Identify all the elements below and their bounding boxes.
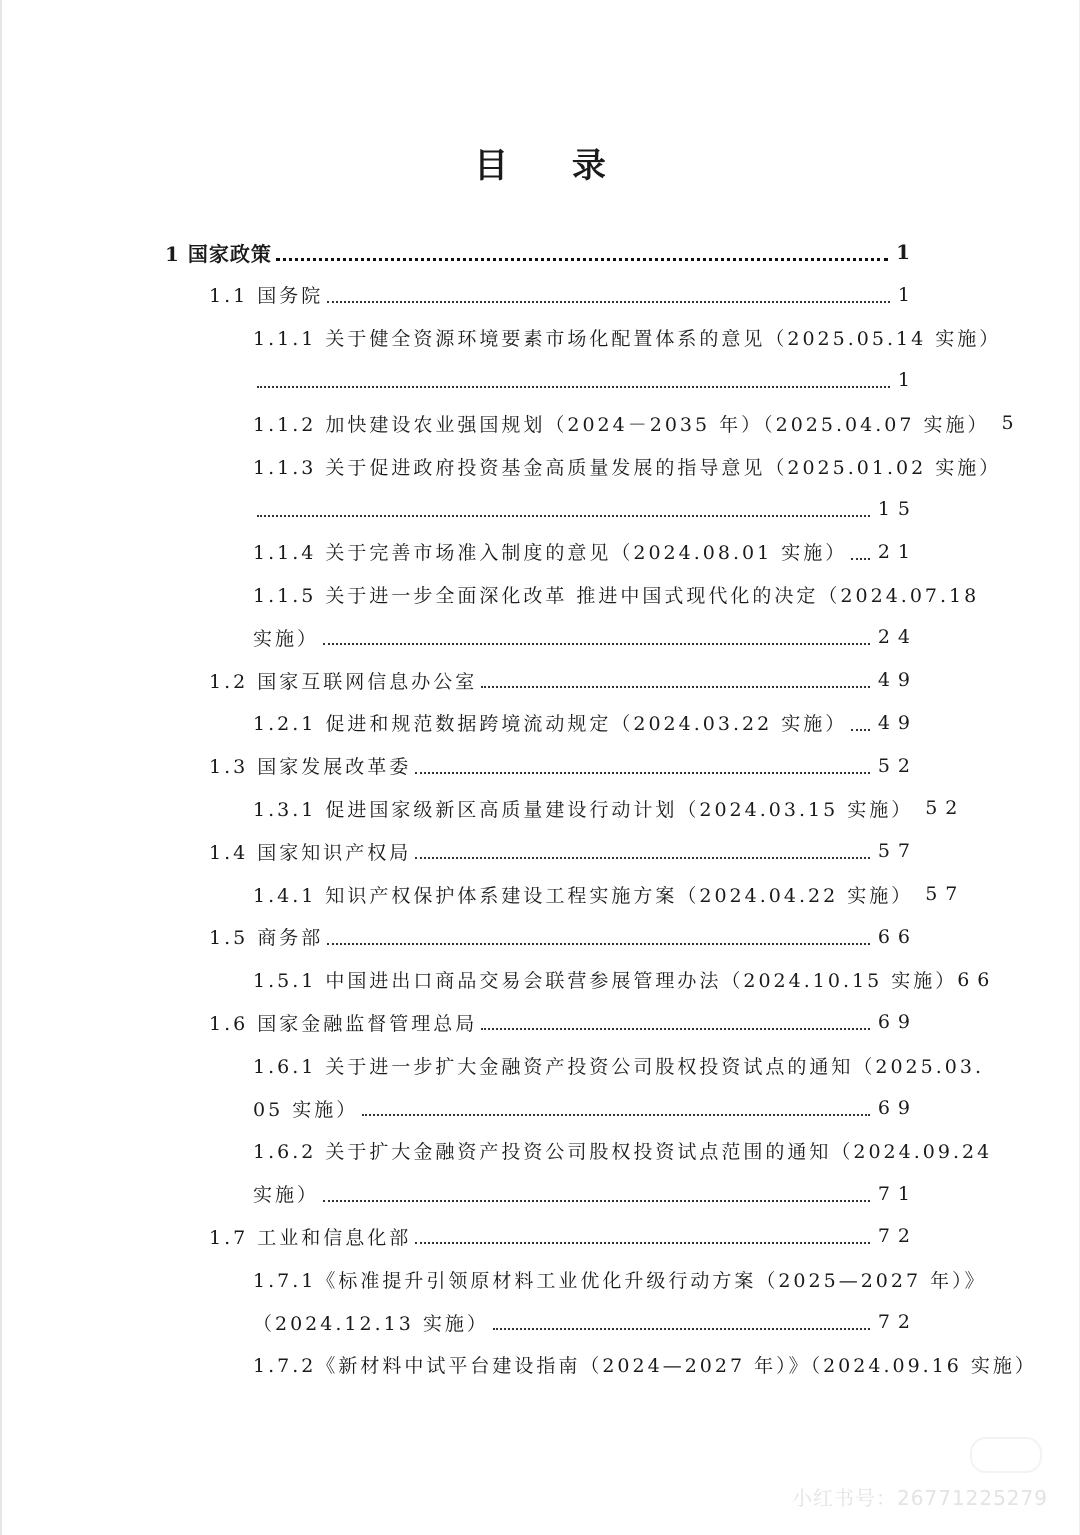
- toc-entry-text: 1.3 国家发展改革委: [209, 756, 412, 779]
- toc-subsection: [253, 1174, 918, 1214]
- toc-page-number: 24: [877, 626, 918, 649]
- dot-leader: [257, 386, 890, 388]
- dot-leader: [327, 943, 870, 945]
- toc-page-number: 71: [877, 1182, 918, 1205]
- dot-leader: [257, 515, 870, 517]
- toc-entry-text: 实施）: [253, 627, 320, 650]
- dot-leader: [481, 686, 870, 688]
- toc-subsection: [253, 360, 918, 400]
- dot-leader: [327, 301, 890, 303]
- toc-section: [209, 917, 918, 957]
- dot-leader: [851, 729, 870, 731]
- toc-entry-text: 1.3.1 促进国家级新区高质量建设行动计划（2024.03.15 实施）: [253, 798, 914, 821]
- toc-subsection: [253, 574, 980, 614]
- toc-subsection: [253, 403, 1022, 443]
- toc-entry-text: 1.6.1 关于进一步扩大金融资产投资公司股权投资试点的通知（2025.03.: [253, 1055, 984, 1078]
- toc-entry-text: 1.4 国家知识产权局: [209, 841, 412, 864]
- toc-entry-text: 1.1.1 关于健全资源环境要素市场化配置体系的意见（2025.05.14 实施）: [253, 328, 1002, 351]
- dot-leader: [415, 772, 870, 774]
- toc-entry-text: 1.4.1 知识产权保护体系建设工程实施方案（2024.04.22 实施）: [253, 884, 914, 907]
- toc-section: [209, 1002, 918, 1042]
- toc-subsection: [253, 1088, 918, 1128]
- toc-subsection: [253, 1259, 987, 1299]
- toc-entry-text: 实施）: [253, 1184, 320, 1207]
- toc-section: [209, 746, 918, 786]
- toc-section: [209, 1216, 918, 1256]
- toc-entry-text: 1.6.2 关于扩大金融资产投资公司股权投资试点范围的通知（2024.09.24: [253, 1141, 993, 1164]
- toc-page-number: 57: [877, 840, 918, 863]
- toc-page-number: 66: [877, 925, 918, 948]
- toc-entry-text: 1.7.2《新材料中试平台建设指南（2024—2027 年）》（2024.09.16 实施）: [253, 1355, 1037, 1378]
- toc-entry-text: 1.2 国家互联网信息办公室: [209, 670, 478, 693]
- toc-page-number: 66: [957, 968, 998, 991]
- dot-leader: [415, 1242, 870, 1244]
- dot-leader: [323, 1200, 870, 1202]
- toc-page-number: 5: [1001, 412, 1022, 435]
- toc-entry-text: 1.1.2 加快建设农业强国规划（2024－2035 年）（2025.04.07 实施）: [253, 413, 990, 436]
- toc-page-number: 1: [897, 283, 918, 306]
- toc-subsection: [253, 318, 1002, 358]
- dot-leader: [362, 1114, 870, 1116]
- toc-page-number: 52: [877, 754, 918, 777]
- toc-entry-text: 1.2.1 促进和规范数据跨境流动规定（2024.03.22 实施）: [253, 713, 848, 736]
- toc-entry-text: 1.7 工业和信息化部: [209, 1226, 412, 1249]
- dot-leader: [276, 258, 888, 261]
- toc-section: [209, 660, 918, 700]
- toc-entry-text: 1.1.5 关于进一步全面深化改革 推进中国式现代化的决定（2024.07.18: [253, 584, 980, 607]
- watermark-text: 小红书号：26771225279: [792, 1486, 1048, 1510]
- toc-chapter: [165, 232, 918, 272]
- toc-page-number: 69: [877, 1097, 918, 1119]
- toc-subsection: [253, 1345, 1037, 1385]
- toc-page-number: 72: [877, 1311, 918, 1333]
- toc-entry-text: 1.1.4 关于完善市场准入制度的意见（2024.08.01 实施）: [253, 542, 848, 565]
- dot-leader: [323, 643, 870, 645]
- toc-subsection: [253, 960, 998, 1000]
- toc-entry-text: 1 国家政策: [165, 241, 272, 266]
- toc-subsection: [253, 446, 1002, 486]
- toc-page-number: 57: [925, 883, 966, 905]
- toc-page-number: 69: [877, 1011, 918, 1034]
- toc-page-number: 49: [877, 669, 918, 691]
- toc-subsection: [253, 874, 966, 914]
- toc-subsection: [253, 1302, 918, 1342]
- toc-subsection: [253, 617, 918, 657]
- toc-subsection: [253, 532, 918, 572]
- toc-subsection: [253, 703, 918, 743]
- toc-entry-text: 1.1.3 关于促进政府投资基金高质量发展的指导意见（2025.01.02 实施）: [253, 456, 1002, 479]
- toc-entry-text: 1.5 商务部: [209, 927, 324, 950]
- page-title: 目 录: [474, 146, 632, 186]
- toc-section: [209, 275, 918, 315]
- toc-subsection: [253, 1045, 984, 1085]
- toc-subsection: [253, 489, 918, 529]
- toc-entry-text: 1.1 国务院: [209, 285, 324, 308]
- toc-page-number: 52: [925, 797, 966, 820]
- toc-entry-text: 1.6 国家金融监督管理总局: [209, 1012, 478, 1035]
- toc-page-number: 49: [877, 711, 918, 734]
- toc-page-number: 1: [897, 369, 918, 392]
- dot-leader: [851, 558, 870, 560]
- toc-page-number: 21: [877, 540, 918, 563]
- toc-page-number: 72: [877, 1225, 918, 1248]
- toc-subsection: [253, 1131, 993, 1171]
- toc-entry-text: 1.5.1 中国进出口商品交易会联营参展管理办法（2024.10.15 实施）: [253, 970, 958, 993]
- toc-page-number: 15: [877, 497, 918, 520]
- toc-entry-text: 1.7.1《标准提升引领原材料工业优化升级行动方案（2025—2027 年）》: [253, 1269, 987, 1292]
- dot-leader: [481, 1028, 870, 1030]
- dot-leader: [493, 1328, 870, 1330]
- toc-entry-text: （2024.12.13 实施）: [253, 1312, 489, 1335]
- toc-section: [209, 831, 918, 871]
- toc-subsection: [253, 788, 966, 828]
- toc-page-number: 1: [896, 240, 918, 264]
- toc-entry-text: 05 实施）: [253, 1098, 359, 1121]
- watermark-logo: [970, 1437, 1042, 1473]
- dot-leader: [415, 857, 870, 859]
